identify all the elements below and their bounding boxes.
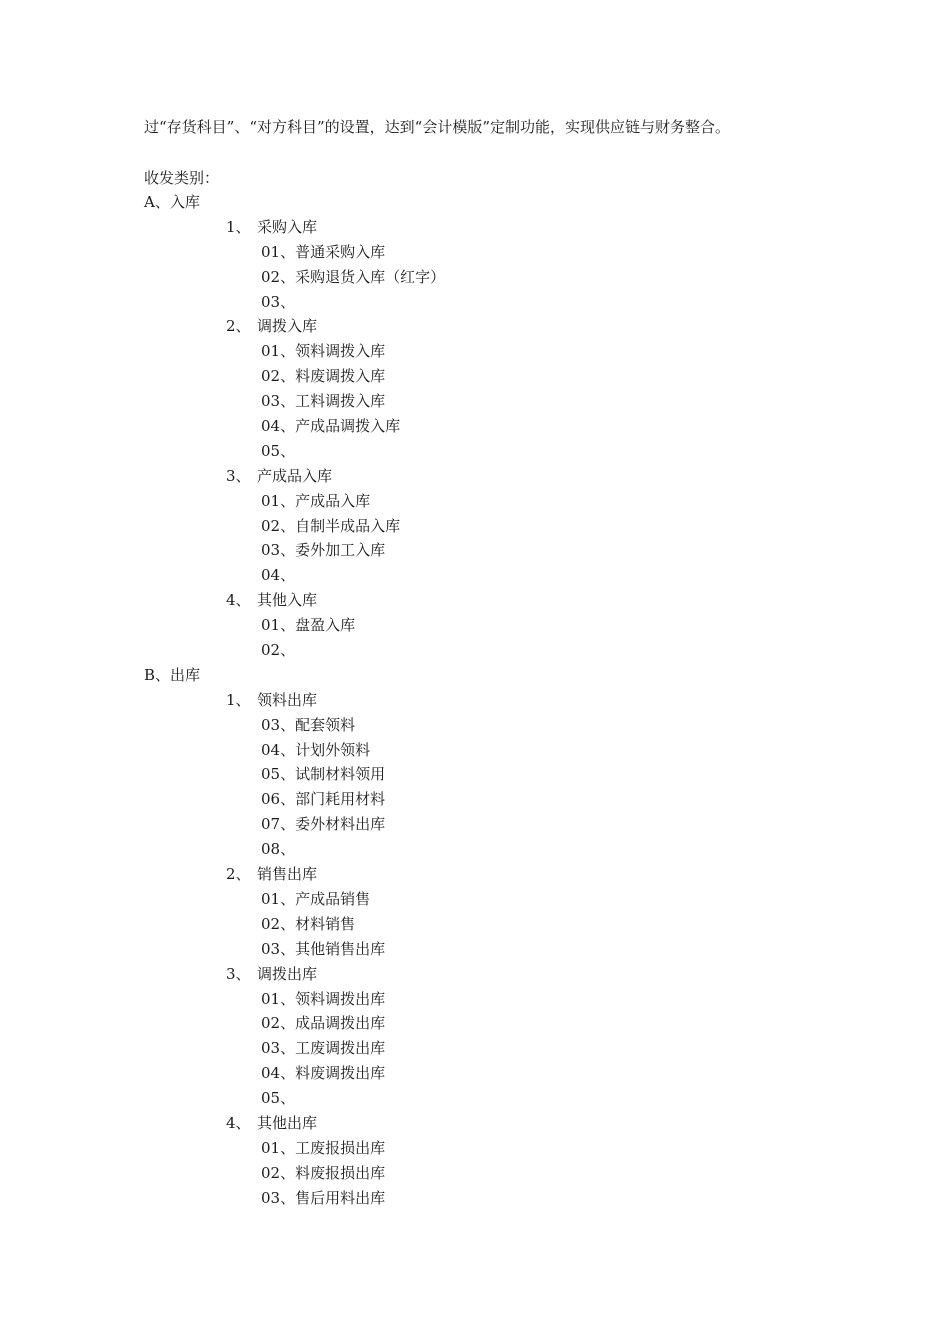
subcategory-item	[0, 1161, 950, 1186]
category-item-number: 3、	[226, 964, 251, 983]
subcategory-item	[0, 489, 950, 514]
subcategory-item	[0, 1136, 950, 1161]
subcategory-item-label: 02、料废调拨入库	[261, 367, 386, 386]
subcategory-item	[0, 738, 950, 763]
section-heading: 收发类别：	[144, 169, 220, 187]
subcategory-item	[0, 414, 950, 439]
subcategory-item-label: 04、料废调拨出库	[261, 1064, 386, 1083]
subcategory-item-label: 02、	[261, 641, 296, 660]
subcategory-item	[0, 1011, 950, 1036]
category-group	[0, 190, 950, 215]
subcategory-item-label: 01、领料调拨入库	[261, 342, 386, 361]
subcategory-item-label: 07、委外材料出库	[261, 815, 386, 834]
subcategory-item	[0, 339, 950, 364]
category-item-label: 销售出库	[257, 865, 318, 884]
category-item	[0, 215, 950, 240]
subcategory-item	[0, 912, 950, 937]
category-item-label: 领料出库	[257, 690, 318, 709]
subcategory-item	[0, 290, 950, 315]
subcategory-item-label: 06、部门耗用材料	[261, 790, 386, 809]
category-item-number: 1、	[226, 690, 251, 709]
subcategory-item-label: 03、其他销售出库	[261, 939, 386, 958]
category-item	[0, 962, 950, 987]
subcategory-item	[0, 613, 950, 638]
subcategory-item-label: 03、工废调拨出库	[261, 1039, 386, 1058]
subcategory-item	[0, 762, 950, 787]
subcategory-item	[0, 812, 950, 837]
subcategory-item-label: 02、自制半成品入库	[261, 516, 401, 535]
category-group-label: B、出库	[144, 665, 201, 684]
subcategory-item-label: 05、	[261, 441, 296, 460]
category-item-number: 2、	[226, 317, 251, 336]
category-item-label: 其他出库	[257, 1113, 318, 1132]
category-item	[0, 688, 950, 713]
subcategory-item-label: 04、计划外领料	[261, 740, 371, 759]
subcategory-item-label: 02、采购退货入库（红字）	[261, 267, 446, 286]
subcategory-item	[0, 364, 950, 389]
category-item	[0, 588, 950, 613]
subcategory-item	[0, 987, 950, 1012]
subcategory-item	[0, 439, 950, 464]
subcategory-item-label: 01、产成品销售	[261, 889, 371, 908]
subcategory-item-label: 01、领料调拨出库	[261, 989, 386, 1008]
subcategory-item-label: 02、材料销售	[261, 914, 356, 933]
subcategory-item	[0, 389, 950, 414]
subcategory-item	[0, 1036, 950, 1061]
subcategory-item-label: 04、产成品调拨入库	[261, 417, 401, 436]
subcategory-item	[0, 837, 950, 862]
category-item-number: 3、	[226, 466, 251, 485]
category-item-number: 4、	[226, 591, 251, 610]
category-item	[0, 464, 950, 489]
subcategory-item	[0, 713, 950, 738]
category-tree	[0, 190, 950, 1211]
category-item-number: 1、	[226, 217, 251, 236]
subcategory-item-label: 02、料废报损出库	[261, 1163, 386, 1182]
category-group-label: A、入库	[144, 193, 200, 211]
category-item	[0, 314, 950, 339]
subcategory-item-label: 02、成品调拨出库	[261, 1014, 386, 1033]
subcategory-item	[0, 787, 950, 812]
subcategory-item-label: 01、工废报损出库	[261, 1138, 386, 1157]
subcategory-item-label: 03、售后用料出库	[261, 1188, 386, 1207]
subcategory-item-label: 01、盘盈入库	[261, 616, 356, 635]
subcategory-item	[0, 240, 950, 265]
subcategory-item	[0, 937, 950, 962]
subcategory-item	[0, 887, 950, 912]
subcategory-item-label: 03、工料调拨入库	[261, 392, 386, 411]
subcategory-item-label: 01、普通采购入库	[261, 242, 386, 261]
subcategory-item	[0, 265, 950, 290]
category-item-number: 4、	[226, 1113, 251, 1132]
subcategory-item-label: 04、	[261, 566, 296, 585]
category-item	[0, 1111, 950, 1136]
category-item	[0, 862, 950, 887]
category-item-label: 调拨入库	[257, 317, 318, 336]
subcategory-item	[0, 563, 950, 588]
category-item-label: 产成品入库	[257, 466, 333, 485]
subcategory-item-label: 05、试制材料领用	[261, 765, 386, 784]
subcategory-item-label: 03、委外加工入库	[261, 541, 386, 560]
category-item-number: 2、	[226, 865, 251, 884]
subcategory-item	[0, 538, 950, 563]
subcategory-item-label: 05、	[261, 1089, 296, 1108]
subcategory-item-label: 03、	[261, 292, 296, 311]
category-group	[0, 663, 950, 688]
category-item-label: 调拨出库	[257, 964, 318, 983]
subcategory-item	[0, 1061, 950, 1086]
subcategory-item	[0, 1086, 950, 1111]
subcategory-item	[0, 638, 950, 663]
intro-paragraph: 过“存货科目”、“对方科目”的设置，达到“会计模版”定制功能，实现供应链与财务整合。	[144, 118, 731, 136]
subcategory-item	[0, 1186, 950, 1211]
category-item-label: 采购入库	[257, 217, 318, 236]
subcategory-item-label: 01、产成品入库	[261, 491, 371, 510]
category-item-label: 其他入库	[257, 591, 318, 610]
subcategory-item-label: 03、配套领料	[261, 715, 356, 734]
subcategory-item-label: 08、	[261, 840, 296, 859]
subcategory-item	[0, 514, 950, 539]
